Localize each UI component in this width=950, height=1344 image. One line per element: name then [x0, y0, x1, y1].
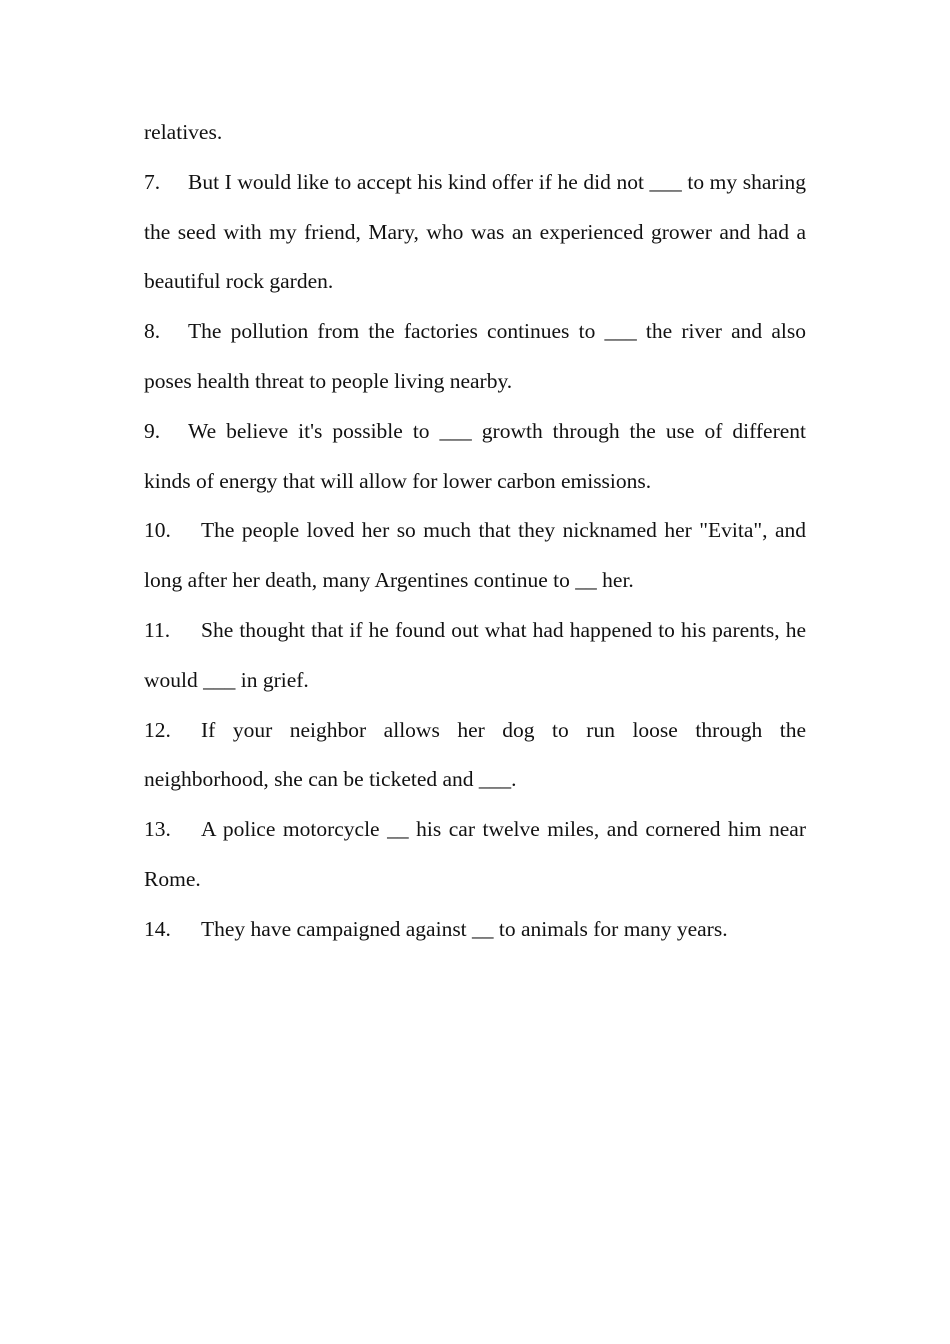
- question-12: [144, 706, 806, 806]
- question-11: [144, 606, 806, 706]
- question-8: [144, 307, 806, 407]
- question-text: But I would like to accept his kind offer if he did not ___ to my sharing the seed with my friend, Mary, who was an experienced grower and had a beautiful rock garden.: [144, 169, 806, 294]
- question-7: [144, 158, 806, 307]
- question-number: 13.: [144, 817, 171, 842]
- question-9: [144, 407, 806, 507]
- question-14: [144, 905, 806, 955]
- question-13: [144, 805, 806, 905]
- question-text: The pollution from the factories continues to ___ the river and also poses health threat to people living nearby.: [144, 319, 806, 393]
- question-number: 9.: [144, 418, 161, 443]
- question-text: If your neighbor allows her dog to run loose through the neighborhood, she can be ticketed and ___.: [144, 717, 806, 792]
- question-number: 10.: [144, 518, 171, 543]
- question-number: 12.: [144, 717, 171, 742]
- question-10: [144, 506, 806, 606]
- question-text: A police motorcycle __ his car twelve miles, and cornered him near Rome.: [144, 817, 806, 891]
- question-number: 7.: [144, 169, 161, 194]
- question-text: She thought that if he found out what had happened to his parents, he would ___ in grief.: [144, 617, 806, 692]
- document-page: [144, 108, 806, 955]
- continuation-text: relatives.: [144, 120, 223, 144]
- question-text: We believe it's possible to ___ growth through the use of different kinds of energy that will allow for lower carbon emissions.: [144, 418, 806, 493]
- question-number: 8.: [144, 319, 161, 344]
- question-number: 14.: [144, 916, 171, 941]
- question-text: They have campaigned against __ to animals for many years.: [201, 916, 728, 941]
- question-text: The people loved her so much that they nicknamed her "Evita", and long after her death, many Argentines continue to __ her.: [144, 518, 806, 593]
- question-number: 11.: [144, 617, 171, 642]
